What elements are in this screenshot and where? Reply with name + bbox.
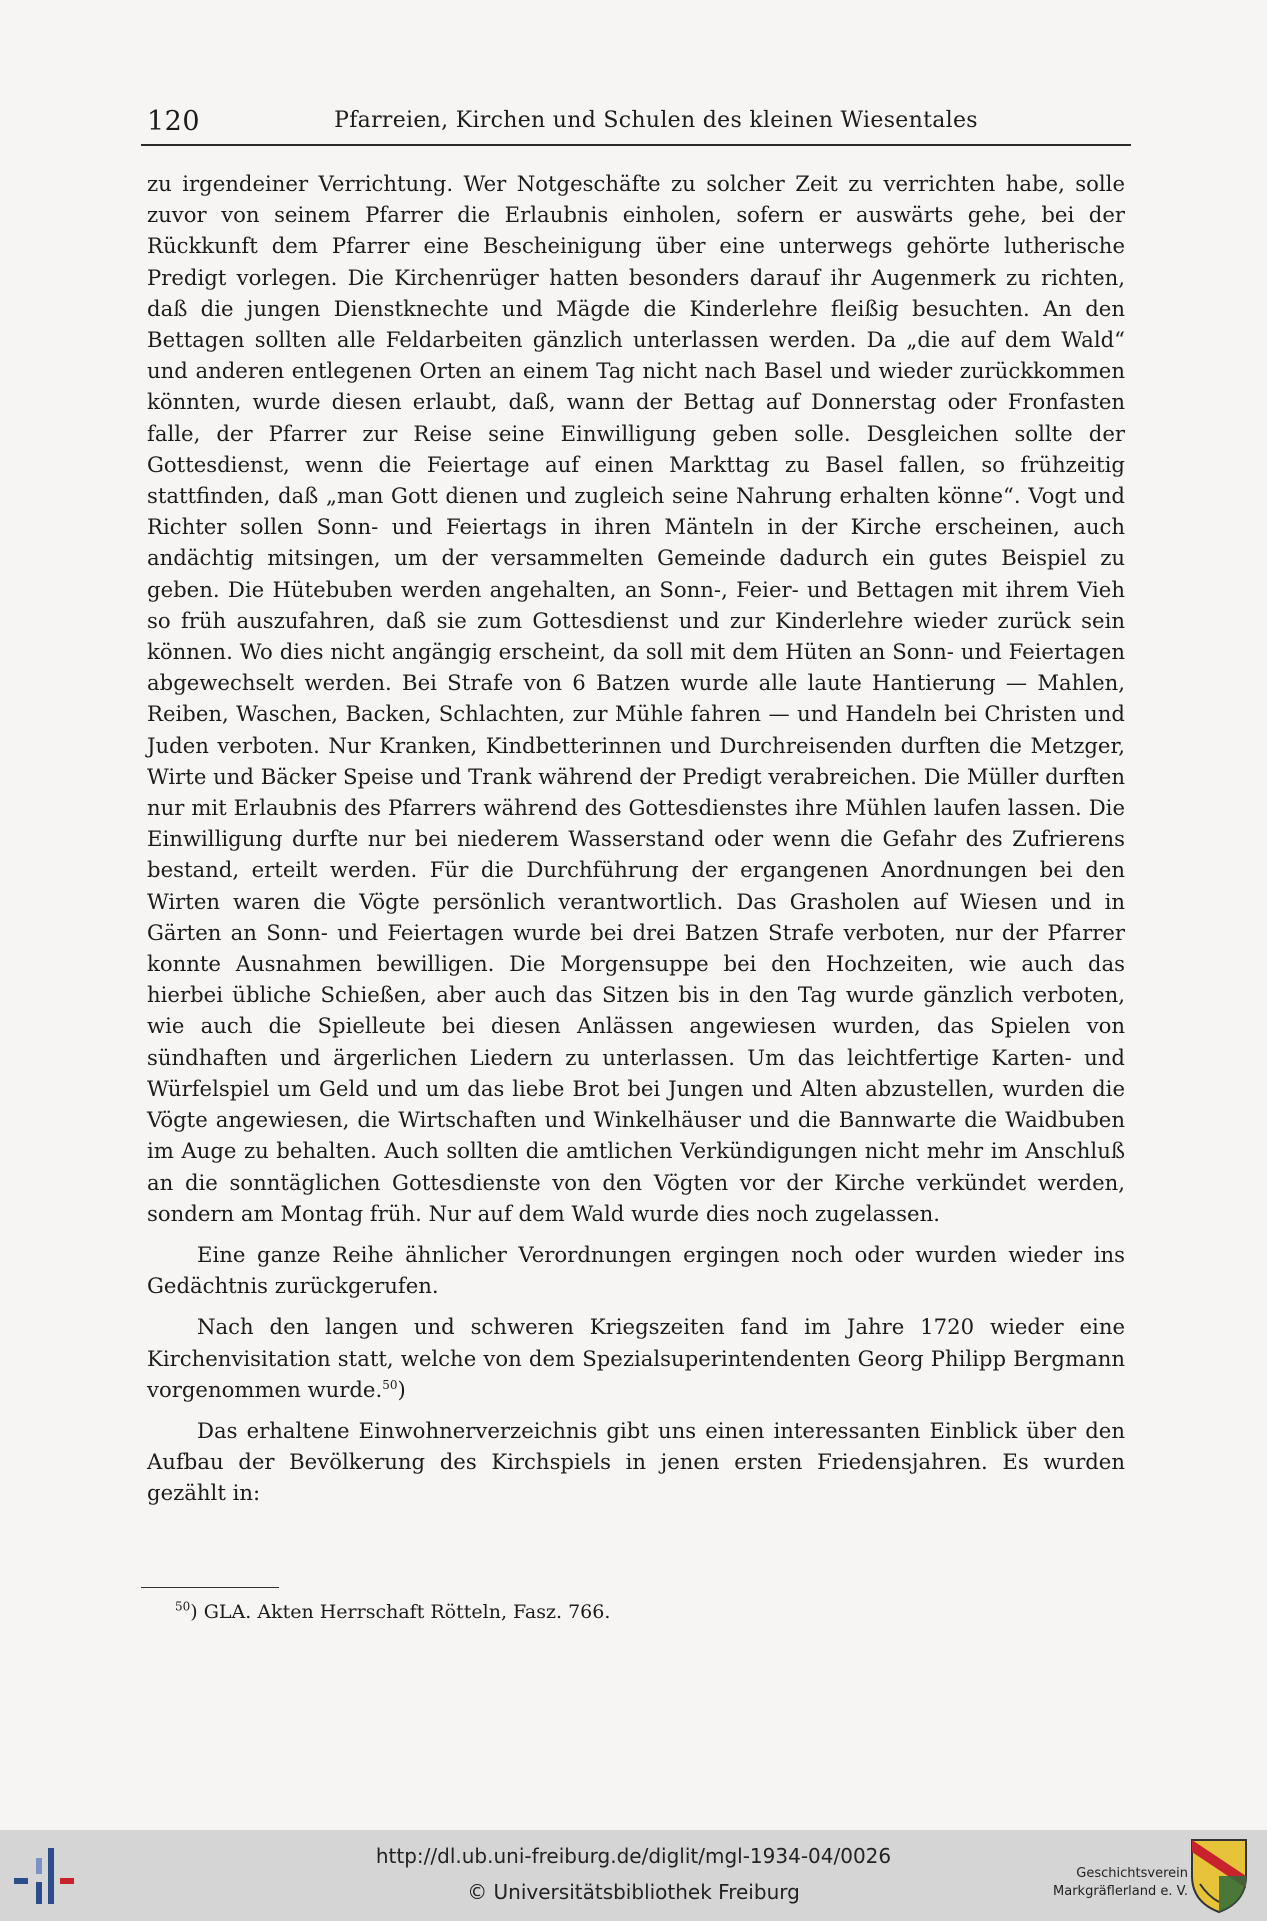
page-header xyxy=(141,104,1131,146)
copyright-notice: © Universitätsbibliothek Freiburg xyxy=(467,1880,800,1904)
running-title: Pfarreien, Kirchen und Schulen des kleinen Wiesentales xyxy=(334,108,978,133)
footnote-number: 50 xyxy=(175,1599,191,1614)
paragraph: Eine ganze Reihe ähnlicher Verordnungen ergingen noch oder wurden wieder ins Gedächtnis zurückgerufen. xyxy=(147,1241,1125,1299)
page-number: 120 xyxy=(147,106,201,137)
paragraph: Das erhaltene Einwohnerverzeichnis gibt uns einen interessanten Einblick über den Aufbau der Bevölkerung des Kirchspiels in jenen ersten Friedensjahren. Es wurden gezählt in: xyxy=(147,1417,1125,1506)
footer-bar xyxy=(0,1830,1267,1921)
paragraph-text: Nach den langen und schweren Kriegszeiten fand im Jahre 1720 wieder eine Kirchenvisitation statt, welche von dem Spezialsuperintendenten Georg Philipp Bergmann vorgenommen wurde. xyxy=(147,1314,1125,1402)
footnote xyxy=(175,1598,1075,1626)
footnote-text: GLA. Akten Herrschaft Rötteln, Fasz. 766. xyxy=(203,1601,611,1623)
footnote-reference[interactable]: 50 xyxy=(382,1377,398,1392)
footnote-paren: ) xyxy=(190,1601,198,1623)
closing-paren: ) xyxy=(397,1376,406,1402)
body-text xyxy=(147,168,1125,1509)
paragraph xyxy=(147,1311,1125,1405)
footnote-divider xyxy=(141,1587,279,1588)
permalink-url[interactable]: http://dl.ub.uni-freiburg.de/diglit/mgl-1934-04/0026 xyxy=(375,1844,892,1868)
paragraph: zu irgendeiner Verrichtung. Wer Notgeschäfte zu solcher Zeit zu verrichten habe, solle zuvor von seinem Pfarrer die Erlaubnis einholen, sofern er auswärts gehe, bei der Rückkunft dem Pfarrer eine Bescheinigung über eine unterwegs gehörte lutherische Predigt vorlegen. Die Kirchenrüger hatten besonders darauf ihr Augenmerk zu richten, daß die jungen Dienstknechte und Mägde die Kinderlehre fleißig besuchten. An den Bettagen sollten alle Feldarbeiten gänzlich unterlassen werden. Da „die auf dem Wald“ und anderen entlegenen Orten an einem Tag nicht nach Basel und wieder zurückkommen könnten, wurde diesen erlaubt, daß, wann der Bettag auf Donnerstag oder Fronfasten falle, der Pfarrer zur Reise seine Einwilligung geben solle. Desgleichen sollte der Gottesdienst, wenn die Feiertage auf einen Markttag zu Basel fallen, so frühzeitig stattfinden, daß „man Gott dienen und zugleich seine Nahrung erhalten könne“. Vogt und Richter sollen Sonn- und Feiertags in ihren Mänteln in der Kirche erscheinen, auch andächtig mitsingen, um der versammelten Gemeinde dadurch ein gutes Beispiel zu geben. Die Hütebuben werden angehalten, an Sonn-, Feier- und Bettagen mit ihrem Vieh so früh auszufahren, daß sie zum Gottesdienst und zur Kinderlehre wieder zurück sein können. Wo dies nicht angängig erscheint, da soll mit dem Hüten an Sonn- und Feiertagen abgewechselt werden. Bei Strafe von 6 Batzen wurde alle laute Hantierung — Mahlen, Reiben, Waschen, Backen, Schlachten, zur Mühle fahren — und Handeln bei Christen und Juden verboten. Nur Kranken, Kindbetterinnen und Durchreisenden durften die Metzger, Wirte und Bäcker Speise und Trank während der Predigt verabreichen. Die Müller durften nur mit Erlaubnis des Pfarrers während des Gottesdienstes ihre Mühlen laufen lassen. Die Einwilligung durfte nur bei niederem Wasserstand oder wenn die Gefahr des Zufrierens bestand, erteilt werden. Für die Durchführung der ergangenen Anordnungen bei den Wirten waren die Vögte persönlich verantwortlich. Das Grasholen auf Wiesen und in Gärten an Sonn- und Feiertagen wurde bei drei Batzen Strafe verboten, nur der Pfarrer konnte Ausnahmen bewilligen. Die Morgensuppe bei den Hochzeiten, wie auch das hierbei übliche Schießen, aber auch das Sitzen bis in den Tag wurde gänzlich verboten, wie auch die Spielleute bei diesen Anlässen angewiesen wurden, das Spielen von sündhaften und ärgerlichen Liedern zu unterlassen. Um das leichtfertige Karten- und Würfelspiel um Geld und um das liebe Brot bei Jungen und Alten abzustellen, wurden die Vögte angewiesen, die Wirtschaften und Winkelhäuser und die Bannwarte die Waidbuben im Auge zu behalten. Auch sollten die amtlichen Verkündigungen nicht mehr im Anschluß an die sonntäglichen Gottesdienste von den Vögten vor der Kirche verkündet werden, sondern am Montag früh. Nur auf dem Wald wurde dies noch zugelassen. xyxy=(147,171,1125,1226)
society-line: Markgräflerland e. V. xyxy=(1053,1884,1188,1899)
society-line: Geschichtsverein xyxy=(1076,1866,1188,1881)
society-name xyxy=(1018,1865,1188,1901)
coat-of-arms-icon[interactable] xyxy=(1188,1836,1250,1914)
